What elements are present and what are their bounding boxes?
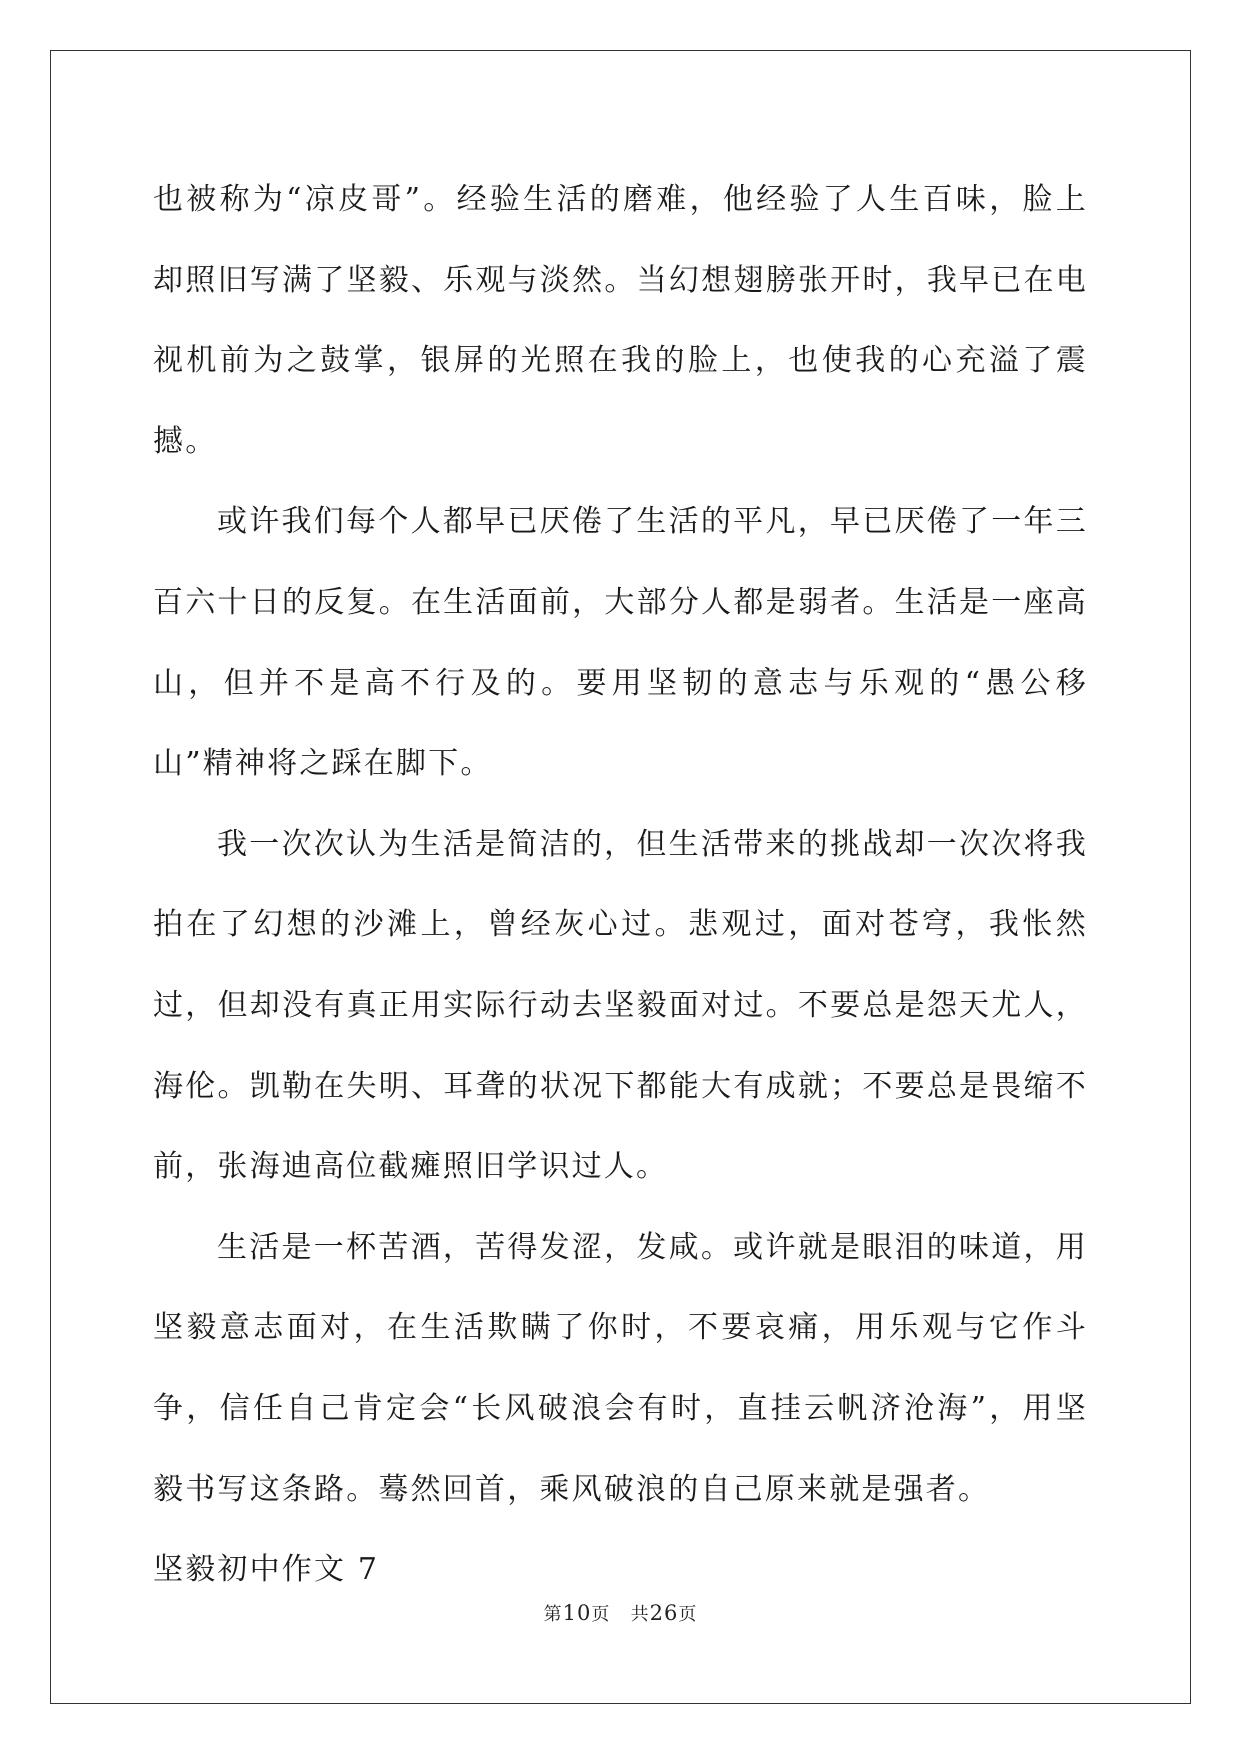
document-body [153,160,1088,1611]
current-page-number: 10 [562,1601,592,1625]
paragraph-1: 也被称为“凉皮哥”。经验生活的磨难，他经验了人生百味，脸上却照旧写满了坚毅、乐观与淡然。当幻想翅膀张开时，我早已在电视机前为之鼓掌，银屏的光照在我的脸上，也使我的心充溢了震撼。 [153,182,1088,459]
footer-prefix: 第 [543,1604,563,1625]
paragraph-4: 生活是一杯苦酒，苦得发涩，发咸。或许就是眼泪的味道，用坚毅意志面对，在生活欺瞒了你时，不要哀痛，用乐观与它作斗争，信任自己肯定会“长风破浪会有时，直挂云帆济沧海”，用坚毅书写这条路。蓦然回首，乘风破浪的自己原来就是强者。 [153,1229,1088,1507]
paragraph-3: 我一次次认为生活是简洁的，但生活带来的挑战却一次次将我拍在了幻想的沙滩上，曾经灰心过。悲观过，面对苍穹，我怅然过，但却没有真正用实际行动去坚毅面对过。不要总是怨天尤人，海伦。凯勒在失明、耳聋的状况下都能大有成就；不要总是畏缩不前，张海迪高位截瘫照旧学识过人。 [153,826,1088,1185]
footer-total-prefix: 共 [630,1604,650,1625]
section-heading: 坚毅初中作文 7 [153,1552,380,1588]
footer-total-suffix: 页 [678,1604,698,1625]
footer-page-word: 页 [591,1604,611,1625]
paragraph-2: 或许我们每个人都早已厌倦了生活的平凡，早已厌倦了一年三百六十日的反复。在生活面前，大部分人都是弱者。生活是一座高山，但并不是高不行及的。要用坚韧的意志与乐观的“愚公移山”精神将之踩在脚下。 [153,504,1088,782]
page-number-footer [0,1600,1241,1626]
total-page-count: 26 [649,1601,679,1625]
